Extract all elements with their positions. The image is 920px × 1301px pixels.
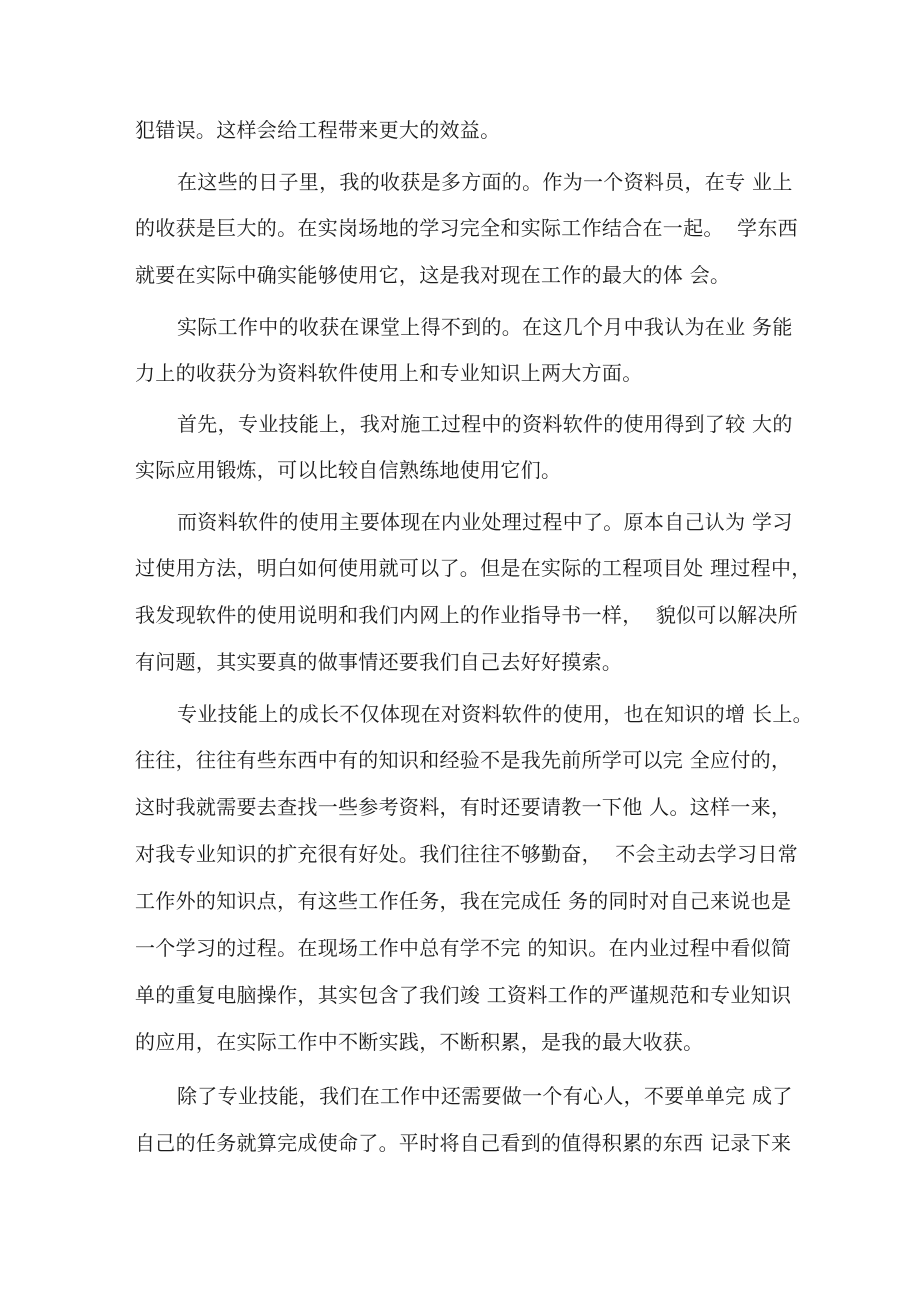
text-line: 自己的任务就算完成使命了。平时将自己看到的值得积累的东西 记录下来 — [135, 1131, 792, 1155]
text-line: 就要在实际中确实能够使用它，这是我对现在工作的最大的体 会。 — [135, 263, 731, 287]
text-line: 实际应用锻炼，可以比较自信熟练地使用它们。 — [135, 458, 562, 482]
paragraph-first-line: 首先，专业技能上，我对施工过程中的资料软件的使用得到了较 大的 — [177, 412, 793, 436]
paragraph-first-line: 专业技能上的成长不仅体现在对资料软件的使用，也在知识的增 长上。 — [177, 702, 813, 726]
paragraph-first-line: 实际工作中的收获在课堂上得不到的。在这几个月中我认为在业 务能 — [177, 315, 793, 339]
text-line: 力上的收获分为资料软件使用上和专业知识上两大方面。 — [135, 361, 643, 385]
text-line: 对我专业知识的扩充很有好处。我们往往不够勤奋， 不会主动去学习日常 — [135, 842, 798, 866]
text-line: 的应用，在实际工作中不断实践，不断积累，是我的最大收获。 — [135, 1030, 704, 1054]
text-line: 一个学习的过程。在现场工作中总有学不完 的知识。在内业过程中看似简 — [135, 936, 792, 960]
paragraph-first-line: 而资料软件的使用主要体现在内业处理过程中了。原本自己认为 学习 — [177, 510, 793, 534]
text-line: 犯错误。这样会给工程带来更大的效益。 — [135, 118, 501, 142]
text-line: 我发现软件的使用说明和我们内网上的作业指导书一样， 貌似可以解决所 — [135, 603, 798, 627]
text-line: 单的重复电脑操作，其实包含了我们竣 工资料工作的严谨规范和专业知识 — [135, 983, 792, 1007]
text-line: 过使用方法，明白如何使用就可以了。但是在实际的工程项目处 理过程中， — [135, 556, 812, 580]
paragraph-first-line: 在这些的日子里，我的收获是多方面的。作为一个资料员，在专 业上 — [177, 170, 793, 194]
paragraph-first-line: 除了专业技能，我们在工作中还需要做一个有心人，不要单单完 成了 — [177, 1084, 793, 1108]
text-line: 工作外的知识点，有这些工作任务，我在完成任 务的同时对自己来说也是 — [135, 889, 792, 913]
text-line: 的收获是巨大的。在实岗场地的学习完全和实际工作结合在一起。 学东西 — [135, 216, 798, 240]
text-line: 有问题，其实要真的做事情还要我们自己去好好摸索。 — [135, 650, 623, 674]
text-line: 往往，往往有些东西中有的知识和经验不是我先前所学可以完 全应付的， — [135, 748, 792, 772]
text-line: 这时我就需要去查找一些参考资料，有时还要请教一下他 人。这样一来， — [135, 795, 792, 819]
